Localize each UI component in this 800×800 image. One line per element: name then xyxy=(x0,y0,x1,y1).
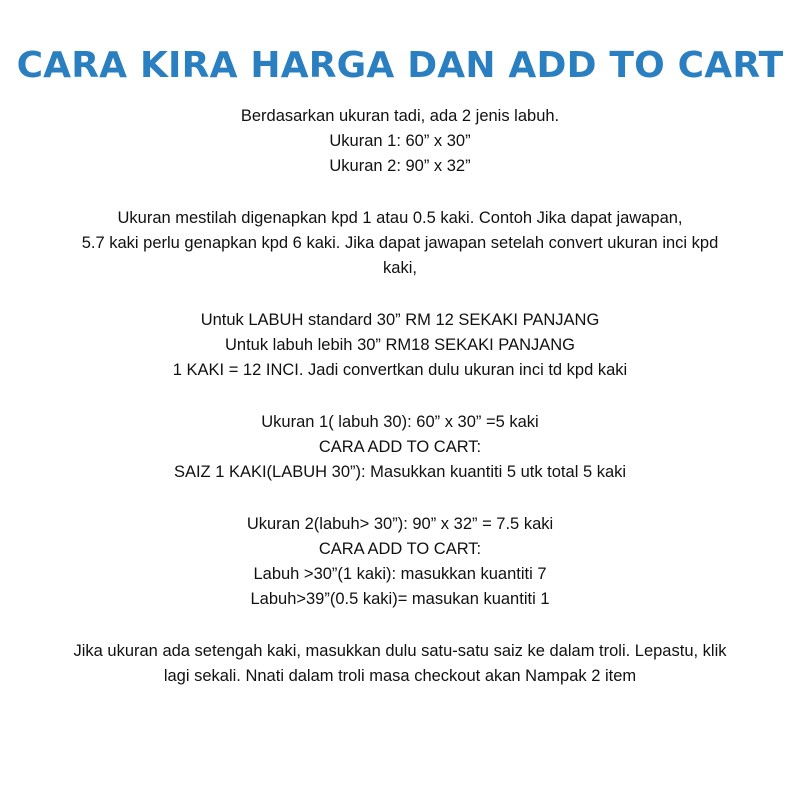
size-2-line: Ukuran 2: 90” x 32” xyxy=(329,157,471,175)
closing-section xyxy=(0,639,800,689)
size-1-section xyxy=(0,410,800,485)
intro-section xyxy=(0,104,800,179)
intro-line: Berdasarkan ukuran tadi, ada 2 jenis labuh. xyxy=(240,107,560,125)
spacer xyxy=(0,383,800,410)
rounding-line: Ukuran mestilah digenapkan kpd 1 atau 0.5 kaki. Contoh Jika dapat jawapan, xyxy=(117,209,683,227)
closing-line: lagi sekali. Nnati dalam troli masa checkout akan Nampak 2 item xyxy=(163,667,637,685)
add-to-cart-heading: CARA ADD TO CART: xyxy=(318,540,482,558)
size-1-calc-line: Ukuran 1( labuh 30): 60” x 30” =5 kaki xyxy=(261,413,539,431)
closing-line: Jika ukuran ada setengah kaki, masukkan dulu satu-satu saiz ke dalam troli. Lepastu, klik xyxy=(73,642,727,660)
size-1-line: Ukuran 1: 60” x 30” xyxy=(329,132,471,150)
spacer xyxy=(0,281,800,308)
spacer xyxy=(0,485,800,512)
size-2-calc-line: Ukuran 2(labuh> 30”): 90” x 32” = 7.5 kaki xyxy=(246,515,554,533)
conversion-line: 1 KAKI = 12 INCI. Jadi convertkan dulu ukuran inci td kpd kaki xyxy=(172,361,628,379)
standard-price-line: Untuk LABUH standard 30” RM 12 SEKAKI PANJANG xyxy=(200,311,600,329)
spacer xyxy=(0,179,800,206)
size-2-cart-line: Labuh>39”(0.5 kaki)= masukan kuantiti 1 xyxy=(250,590,550,608)
rounding-line: 5.7 kaki perlu genapkan kpd 6 kaki. Jika dapat jawapan setelah convert ukuran inci kpd xyxy=(81,234,719,252)
spacer xyxy=(0,612,800,639)
size-1-cart-line: SAIZ 1 KAKI(LABUH 30”): Masukkan kuantiti 5 utk total 5 kaki xyxy=(173,463,627,481)
size-2-section xyxy=(0,512,800,612)
rounding-section xyxy=(0,206,800,281)
pricing-section xyxy=(0,308,800,383)
add-to-cart-heading: CARA ADD TO CART: xyxy=(318,438,482,456)
rounding-line: kaki, xyxy=(383,259,417,277)
instruction-body xyxy=(0,104,800,689)
size-2-cart-line: Labuh >30”(1 kaki): masukkan kuantiti 7 xyxy=(253,565,547,583)
long-price-line: Untuk labuh lebih 30” RM18 SEKAKI PANJANG xyxy=(224,336,576,354)
page-title: CARA KIRA HARGA DAN ADD TO CART xyxy=(16,45,784,86)
